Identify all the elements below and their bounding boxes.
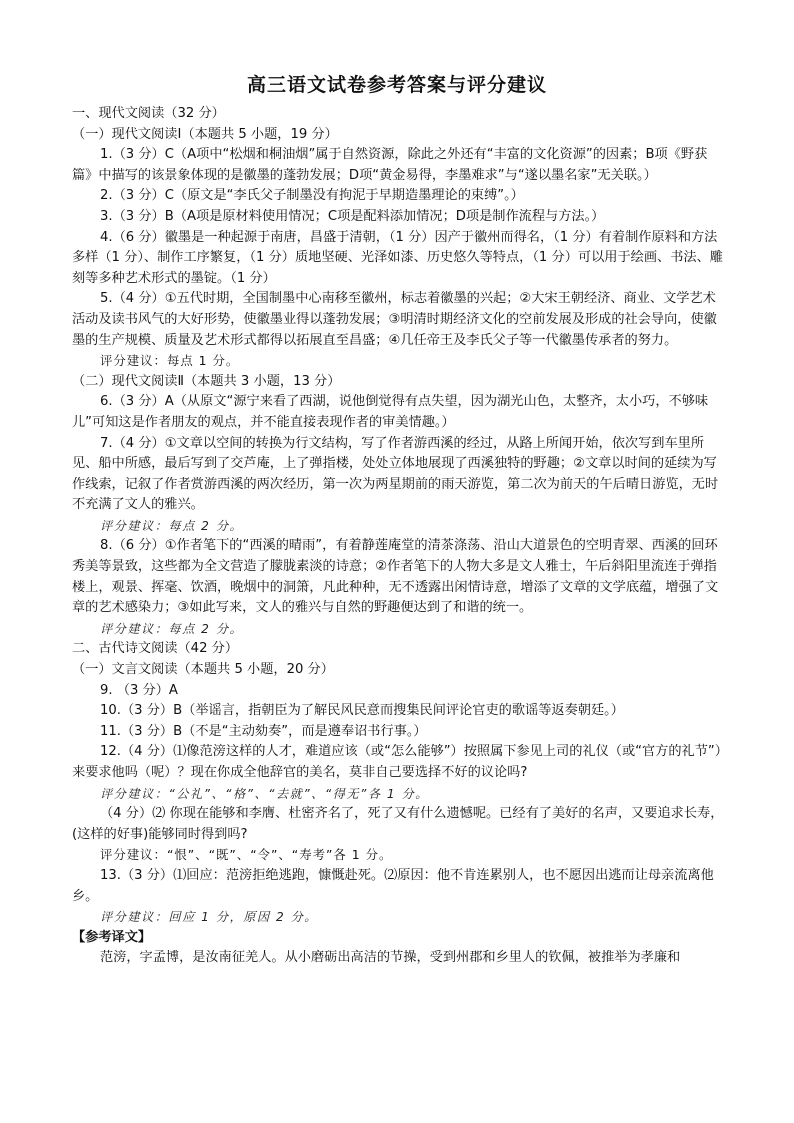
document-body: [72, 104, 724, 969]
answer-10: 10.（3 分）B（举谣言，指朝臣为了解民风民意而搜集民间评论官吏的歌谣等返奏朝廷。）: [100, 703, 624, 719]
answer-7: 7.（4 分）①文章以空间的转换为行文结构，写了作者游西溪的经过，从路上所闻开始，依次写到车里所见、船中所感，最后写到了交芦庵，上了弹指楼，处处立体地展现了西溪独特的野趣；②文章以时间的延续为写作线索，记叙了作者赏游西溪的两次经历，第一次为两星期前的雨天游览，第二次为前天的午后晴日游览，无时不充满了文人的雅兴。: [72, 435, 719, 513]
subsection-heading: （一）现代文阅读Ⅰ（本题共 5 小题，19 分）: [72, 126, 338, 142]
answer-13: 13.（3 分）⑴回应：范滂拒绝逃跑，慷慨赴死。⑵原因：他不肯连累别人，也不愿因出逃而让母亲流离他乡。: [72, 867, 714, 904]
document-title: 高三语文试卷参考答案与评分建议: [246, 74, 547, 96]
answer-4: 4.（6 分）徽墨是一种起源于南唐，昌盛于清朝，（1 分）因产于徽州而得名，（1 分）有着制作原料和方法多样（1 分）、制作工序繁复，（1 分）质地坚硬、光泽如漆、历史悠久等特点，（1 分）可以用于绘画、书法、雕刻等多种艺术形式的墨锭。（1 分）: [72, 229, 723, 286]
subsection-heading: （二）现代文阅读Ⅱ（本题共 3 小题，13 分）: [72, 373, 341, 389]
section-heading: 二、古代诗文阅读（42 分）: [72, 641, 239, 657]
subsection-heading: （一）文言文阅读（本题共 5 小题，20 分）: [72, 662, 334, 678]
answer-1: 1.（3 分）C（A项中“松烟和桐油烟”属于自然资源，除此之外还有“丰富的文化资源”的因素；B项《野获篇》中描写的该景象体现的是徽墨的蓬勃发展；D项“黄金易得，李墨难求”与“遂以墨名家”无关联。）: [72, 147, 708, 183]
answer-8: 8.（6 分）①作者笔下的“西溪的晴雨”，有着静莲庵堂的清茶涤荡、沿山大道景色的空明青翠、西溪的回环秀美等景致，这些都为全文营造了朦胧素淡的诗意；②作者笔下的人物大多是文人雅士，午后斜阳里流连于弹指楼上，观景、挥毫、饮酒，晚烟中的洞箫，凡此种种，无不透露出闲情诗意，增添了文章的文学底蕴，增强了文章的艺术感染力；③如此写来，文人的雅兴与自然的野趣便达到了和谐的统一。: [72, 538, 719, 616]
scoring-note: 评分建议：每点 2 分。: [100, 518, 244, 533]
answer-2: 2.（3 分）C（原文是“李氏父子制墨没有拘泥于早期造墨理论的束缚”。）: [100, 188, 524, 204]
answer-11: 11.（3 分）B（不是“主动劾奏”，而是遵奉诏书行事。）: [100, 723, 427, 739]
answer-12-part-2: （4 分）⑵ 你现在能够和李膺、杜密齐名了，死了又有什么遗憾呢。已经有了美好的名声，又要追求长寿，(这样的好事)能够同时得到吗?: [72, 806, 724, 842]
answer-5: 5.（4 分）①五代时期，全国制墨中心南移至徽州，标志着徽墨的兴起；②大宋王朝经济、商业、文学艺术活动及读书风气的大好形势，使徽墨业得以蓬勃发展；③明清时期经济文化的空前发展及形成的社会导向，使徽墨的生产规模、质量及艺术形式都得以拓展直至昌盛；④几任帝王及李氏父子等一代徽墨传承者的努力。: [72, 291, 717, 348]
section-heading: 一、现代文阅读（32 分）: [72, 106, 225, 121]
reference-translation-heading: 【参考译文】: [72, 929, 152, 945]
answer-9: 9. （3 分）A: [100, 682, 178, 698]
scoring-note: 评分建议：每点 1 分。: [100, 353, 240, 369]
scoring-note: 评分建议：“恨”、“既”、“令”、“寿考”各 1 分。: [100, 847, 393, 863]
reference-translation-text: 范滂，字孟博，是汝南征羌人。从小磨砺出高洁的节操，受到州郡和乡里人的钦佩，被推举为孝廉和: [100, 950, 681, 966]
answer-6: 6.（3 分）A（从原文“源宁来看了西湖，说他倒觉得有点失望，因为湖光山色，太整齐，太小巧，不够味儿”可知这是作者朋友的观点，并不能直接表现作者的审美情趣。）: [72, 394, 709, 430]
scoring-note: 评分建议：回应 1 分，原因 2 分。: [100, 910, 318, 925]
scoring-note: 评分建议：每点 2 分。: [100, 621, 244, 636]
scoring-note: 评分建议：“公礼”、“格”、“去就”、“得无”各 1 分。: [100, 786, 429, 801]
answer-3: 3.（3 分）B（A项是原材料使用情况；C项是配料添加情况；D项是制作流程与方法。）: [100, 208, 605, 224]
answer-12-part-1: 12.（4 分）⑴像范滂这样的人才，难道应该（或“怎么能够”）按照属下参见上司的礼仪（或“官方的礼节”）来要求他吗（呢）？现在你成全他辞官的美名，莫非自己要选择不好的议论吗?: [72, 744, 722, 780]
